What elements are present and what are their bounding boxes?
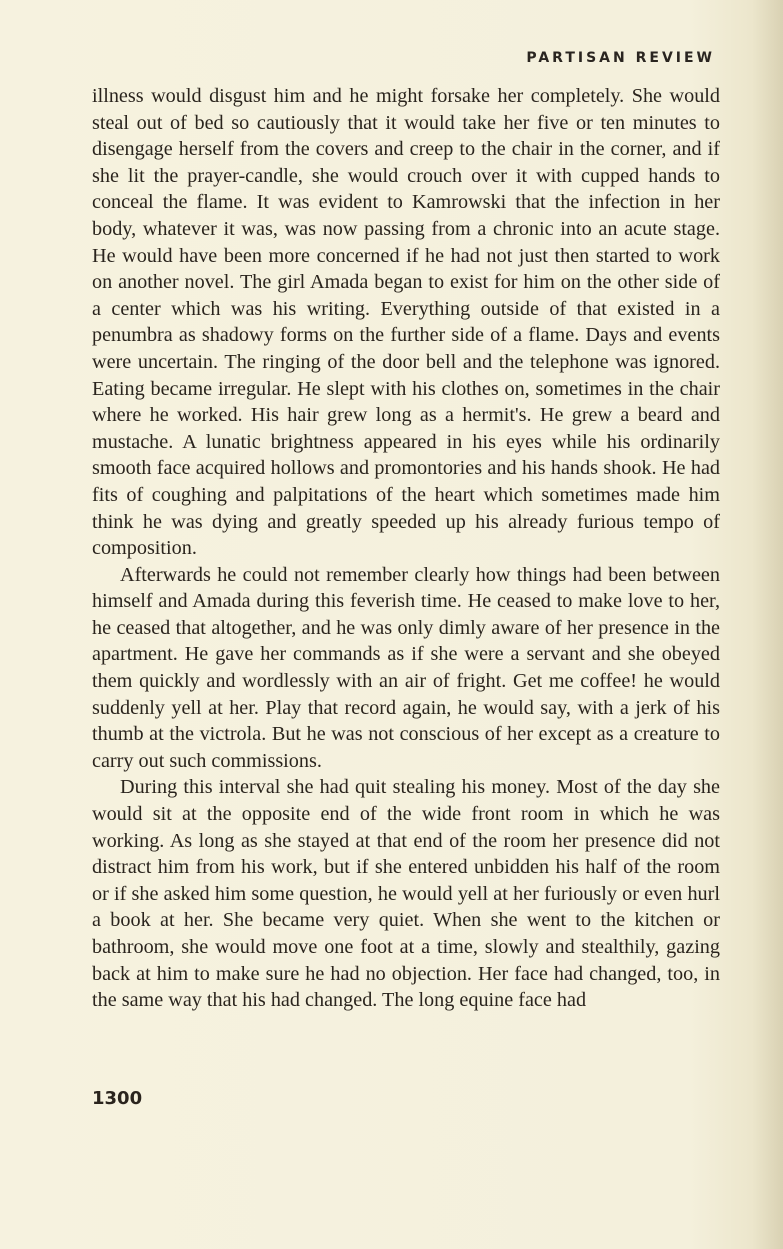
- body-text: [92, 83, 720, 1014]
- page-number: 1300: [92, 1088, 143, 1109]
- paragraph: Afterwards he could not remember clearly how things had been between himself and Amada during this feverish time. He ceased to make love to her, he ceased that altogether, and he was only dimly aware of her presence in the apartment. He gave her commands as if she were a servant and she obeyed them quickly and wordlessly with an air of fright. Get me coffee! he would suddenly yell at her. Play that record again, he would say, with a jerk of his thumb at the victrola. But he was not conscious of her except as a creature to carry out such commissions.: [92, 563, 720, 772]
- paragraph: illness would disgust him and he might forsake her completely. She would steal out of bed so cautiously that it would take her five or ten minutes to disengage herself from the covers and creep to the chair in the corner, and if she lit the prayer-candle, she would crouch over it with cupped hands to conceal the flame. It was evident to Kamrowski that the infection in her body, whatever it was, was now passing from a chronic into an acute stage. He would have been more concerned if he had not just then started to work on another novel. The girl Amada began to exist for him on the other side of a center which was his writing. Everything outside of that existed in a penumbra as shadowy forms on the further side of a flame. Days and events were uncertain. The ringing of the door bell and the telephone was ignored. Eating became irregular. He slept with his clothes on, sometimes in the chair where he worked. His hair grew long as a hermit's. He grew a beard and mustache. A lunatic brightness appeared in his eyes while his ordinarily smooth face acquired hollows and promontories and his hands shook. He had fits of coughing and palpitations of the heart which sometimes made him think he was dying and greatly speeded up his already furious tempo of composition.: [92, 85, 720, 560]
- paragraph: During this interval she had quit stealing his money. Most of the day she would sit at the opposite end of the wide front room in which he was working. As long as she stayed at that end of the room her presence did not distract him from his work, but if she entered unbidden his half of the room or if she asked him some question, he would yell at her furiously or even hurl a book at her. She became very quiet. When she went to the kitchen or bathroom, she would move one foot at a time, slowly and stealthily, gazing back at him to make sure he had no objection. Her face had changed, too, in the same way that his had changed. The long equine face had: [92, 776, 720, 1012]
- running-head: PARTISAN REVIEW: [526, 50, 715, 66]
